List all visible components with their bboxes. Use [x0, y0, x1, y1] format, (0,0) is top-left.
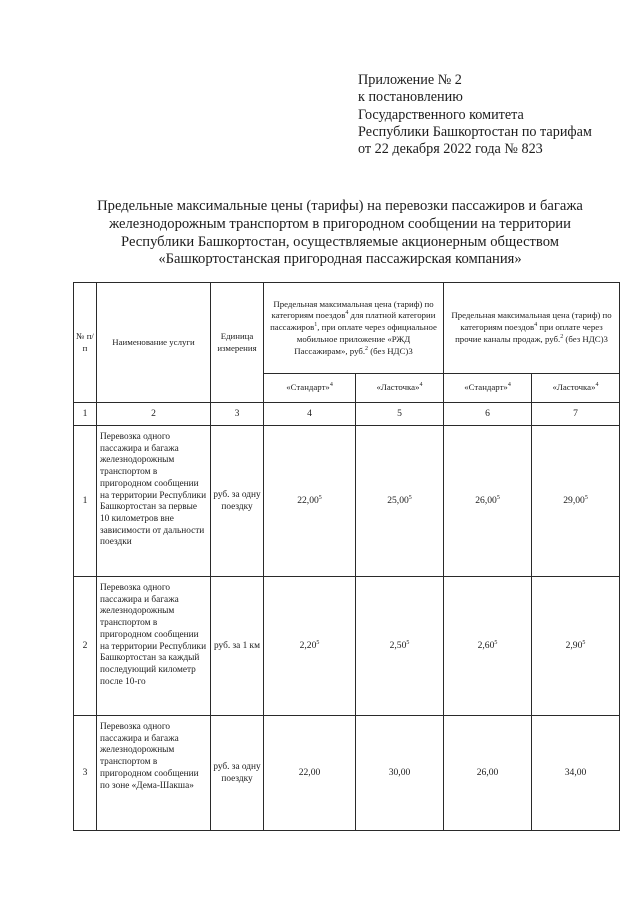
price-cell: 2,60$^5$ [444, 577, 532, 716]
row-number: 3 [74, 716, 97, 831]
appendix-line: Приложение № 2 [358, 72, 462, 88]
price-cell: 26,00 [444, 716, 532, 831]
column-number-row [74, 403, 620, 426]
header-group-other: Предельная максимальная цена (тариф) по категориям поездов$^4$ при оплате через прочие каналы продаж, руб.$^2$ (без НДС)3 [444, 283, 620, 374]
appendix-line: от 22 декабря 2022 года № 823 [358, 141, 543, 158]
price-cell: 26,00$^5$ [444, 426, 532, 577]
unit-cell: руб. за одну поездку [211, 716, 264, 831]
subheader-lastochka: «Ласточка»$^4$ [356, 374, 444, 403]
price-cell: 34,00 [532, 716, 620, 831]
column-number: 6 [444, 403, 532, 426]
header-service: Наименование услуги [97, 283, 211, 403]
title-line: Республики Башкортостан, осуществляемые акционерным обществом [121, 233, 559, 250]
table-row [74, 577, 620, 716]
title-line: Предельные максимальные цены (тарифы) на перевозки пассажиров и багажа [97, 198, 583, 214]
price-cell: 2,50$^5$ [356, 577, 444, 716]
header-unit: Единица измерения [211, 283, 264, 403]
table-row [74, 716, 620, 831]
column-number: 4 [264, 403, 356, 426]
subheader-standard: «Стандарт»$^4$ [444, 374, 532, 403]
price-cell: 25,00$^5$ [356, 426, 444, 577]
column-number: 7 [532, 403, 620, 426]
column-number: 5 [356, 403, 444, 426]
price-cell: 30,00 [356, 716, 444, 831]
unit-cell: руб. за одну поездку [211, 426, 264, 577]
unit-cell: руб. за 1 км [211, 577, 264, 716]
subheader-lastochka: «Ласточка»$^4$ [532, 374, 620, 403]
table-row [74, 426, 620, 577]
service-name: Перевозка одного пассажира и багажа железнодорожным транспортом в пригородном сообщении на территории Республики Башкортостан за каждый последующий километр после 10-го [97, 577, 211, 716]
column-number: 1 [74, 403, 97, 426]
title-line: железнодорожным транспортом в пригородном сообщении на территории [109, 215, 571, 232]
header-num: № п/п [74, 283, 97, 403]
service-name: Перевозка одного пассажира и багажа железнодорожным транспортом в пригородном сообщении по зоне «Дема-Шакша» [97, 716, 211, 831]
tariff-table [73, 282, 620, 831]
appendix-line: Республики Башкортостан по тарифам [358, 123, 592, 140]
appendix-line: к постановлению [358, 89, 463, 106]
price-cell: 22,00 [264, 716, 356, 831]
column-number: 3 [211, 403, 264, 426]
row-number: 1 [74, 426, 97, 577]
document-title [60, 198, 620, 269]
header-row [74, 283, 620, 374]
title-line: «Башкортостанская пригородная пассажирская компания» [158, 251, 522, 268]
price-cell: 2,20$^5$ [264, 577, 356, 716]
appendix-block [358, 72, 592, 158]
header-group-mobile: Предельная максимальная цена (тариф) по категориям поездов$^4$ для платной категории пассажиров$^1$, при оплате через официальное мобильное приложение «РЖД Пассажирам», руб.$^2$ (без НДС)3 [264, 283, 444, 374]
price-cell: 22,00$^5$ [264, 426, 356, 577]
column-number: 2 [97, 403, 211, 426]
row-number: 2 [74, 577, 97, 716]
price-cell: 29,00$^5$ [532, 426, 620, 577]
subheader-standard: «Стандарт»$^4$ [264, 374, 356, 403]
price-cell: 2,90$^5$ [532, 577, 620, 716]
appendix-line: Государственного комитета [358, 106, 524, 123]
service-name: Перевозка одного пассажира и багажа железнодорожным транспортом в пригородном сообщении на территории Республики Башкортостан за первые 10 километров вне зависимости от дальности поездки [97, 426, 211, 577]
